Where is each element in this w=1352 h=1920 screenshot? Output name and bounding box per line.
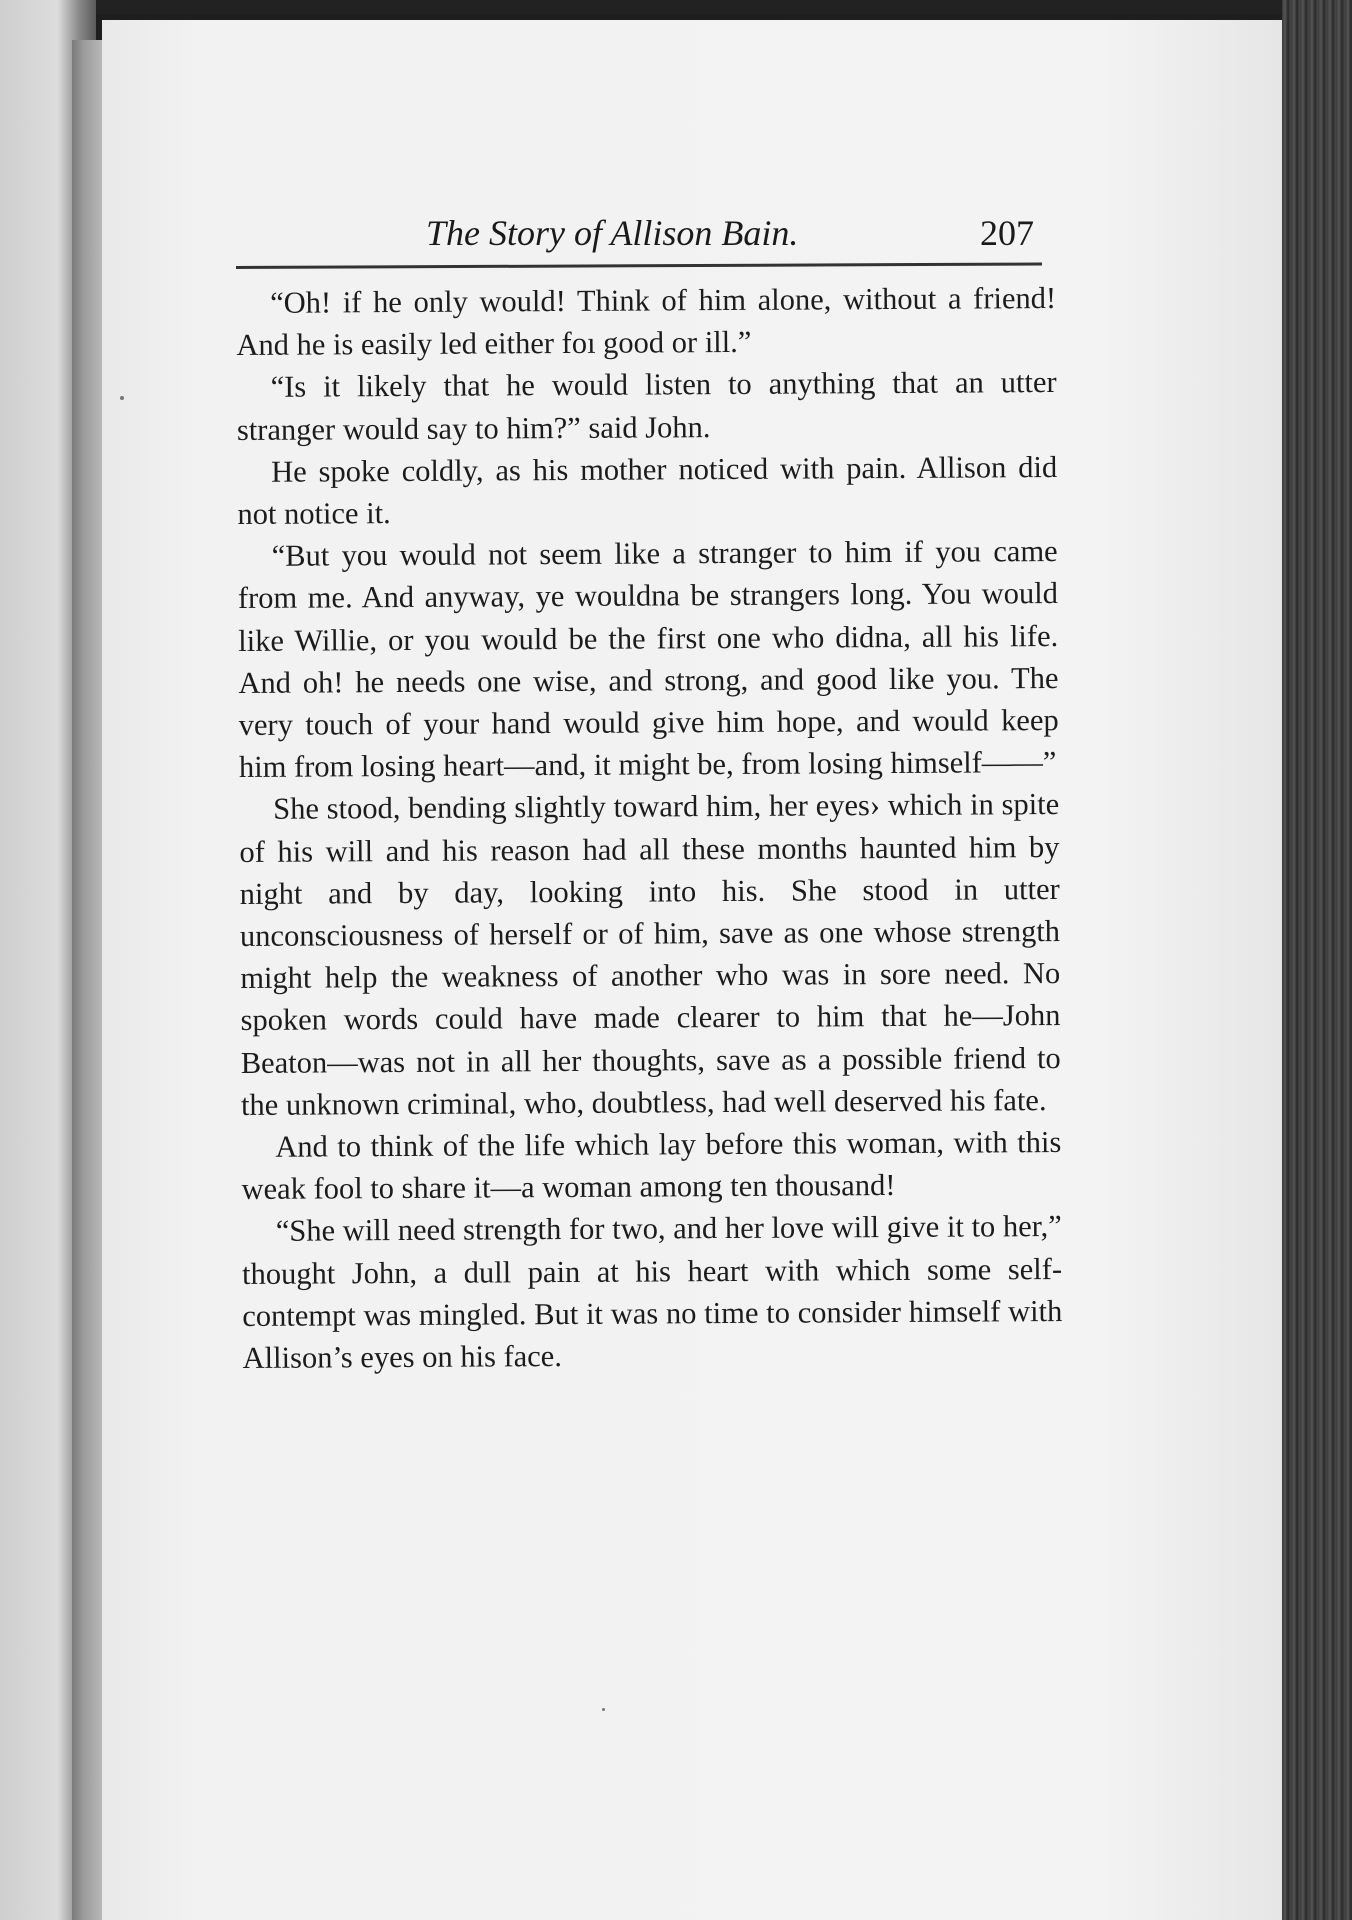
scan-top-edge <box>0 0 1352 14</box>
paper-speck <box>602 1708 605 1711</box>
running-title: The Story of Allison Bain. <box>426 213 799 253</box>
paragraph: “But you would not seem like a stranger to him if you came from me. And anyway, ye wouldna be strangers long. You would like Willie, or you would be the first one who didna, all his life. And oh! he needs one wise, and strong, and good like you. The very touch of your hand would give him hope, and would keep him from losing heart—and, it might be, from losing himself——” <box>237 534 1059 785</box>
page-header <box>236 206 1044 262</box>
paragraph: “Is it likely that he would listen to anything that an utter stranger would say to him?” said John. <box>236 365 1057 447</box>
paragraph: “Oh! if he only would! Think of him alone, without a friend! And he is easily led either foı good or ill.” <box>236 280 1057 363</box>
book-gutter <box>72 40 102 1920</box>
page-number: 207 <box>980 213 1034 253</box>
paragraph: “She will need strength for two, and her love will give it to her,” thought John, a dull pain at his heart with which some self-contempt was mingled. But it was no time to consider himself with Allison’s eyes on his face. <box>241 1209 1063 1376</box>
page-edges-right <box>1282 0 1352 1920</box>
paragraph: She stood, bending slightly toward him, her eyes› which in spite of his will and his reason had all these months haunted him by night and by day, looking into his. She stood in utter unconsciousness of herself or of him, save as one whose strength might help the weakness of another who was in sore need. No spoken words could have made clearer to him that he—John Beaton—was not in all her thoughts, save as a possible friend to the unknown criminal, who, doubtless, had well deserved his fate. <box>239 787 1061 1122</box>
paragraph: And to think of the life which lay before this woman, with this weak fool to share it—a woman among ten thousand! <box>241 1125 1062 1207</box>
paper-speck <box>120 396 124 400</box>
body-text <box>236 277 1063 1379</box>
paragraph: He spoke coldly, as his mother noticed with pain. Allison did not notice it. <box>237 449 1058 532</box>
